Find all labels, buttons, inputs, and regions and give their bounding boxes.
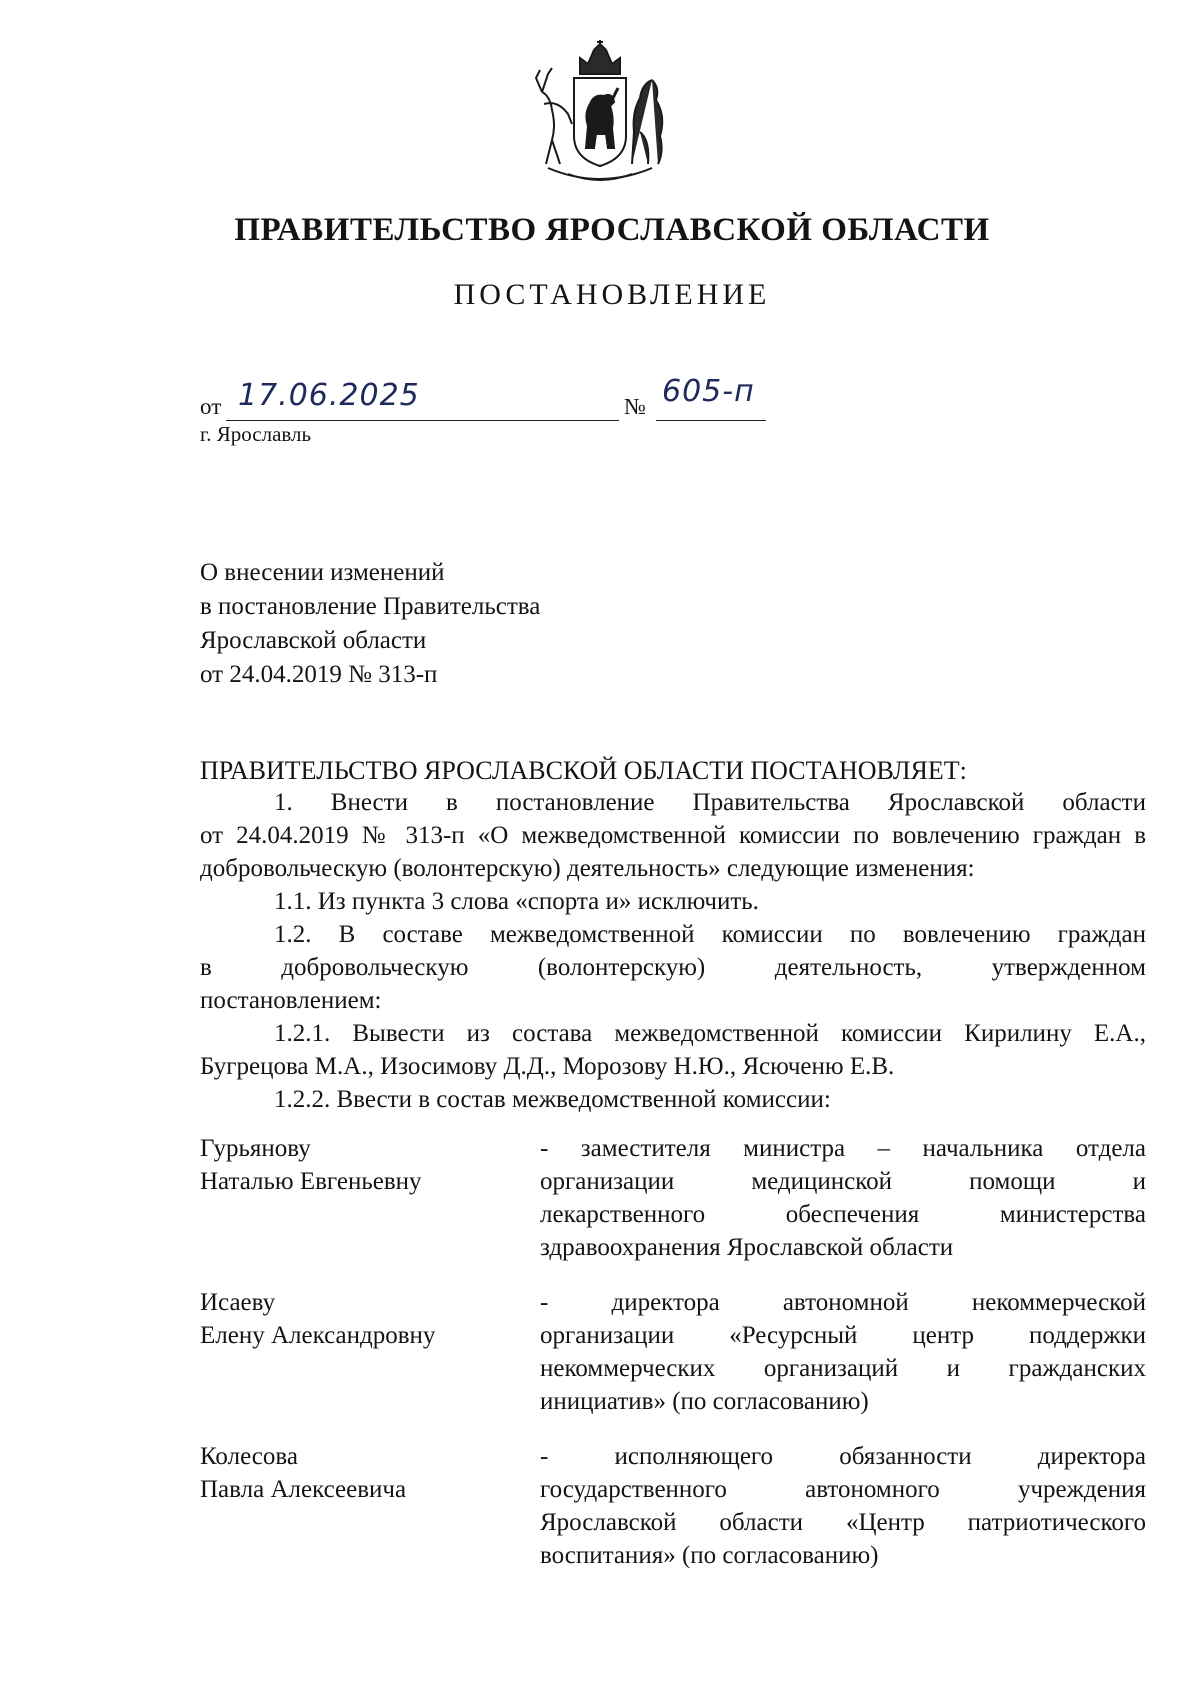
date-underline <box>226 420 619 421</box>
member-surname: Колесова <box>200 1443 298 1470</box>
member-given-names: Наталью Евгеньевну <box>200 1168 422 1195</box>
role-line: некоммерческих организаций и гражданских <box>540 1355 1146 1382</box>
member-surname: Гурьянову <box>200 1135 311 1162</box>
member-surname: Исаеву <box>200 1289 276 1316</box>
paragraph-1-rest: от 24.04.2019 № 313-п «О межведомственной комиссии по вовлечению граждан в добровольческую (волонтерскую) деятельность» следующие изменения: <box>200 822 1146 882</box>
handwritten-date: 17.06.2025 <box>238 378 420 413</box>
member-given-names: Павла Алексеевича <box>200 1476 407 1503</box>
member-role <box>540 1132 1146 1264</box>
decree-body <box>200 786 1146 1116</box>
number-sign: № <box>624 394 646 419</box>
member-entry <box>200 1286 1146 1418</box>
paragraph-1-2-line-1: 1.2. В составе межведомственной комиссии по вовлечению граждан <box>274 921 1146 948</box>
subject-block <box>200 556 540 692</box>
paragraph-1-2-2: 1.2.2. Ввести в состав межведомственной комиссии: <box>274 1086 831 1113</box>
member-name <box>200 1286 540 1418</box>
number-underline <box>656 420 766 421</box>
decree-heading: ПРАВИТЕЛЬСТВО ЯРОСЛАВСКОЙ ОБЛАСТИ ПОСТАНОВЛЯЕТ: <box>200 756 967 785</box>
handwritten-number: 605-п <box>662 374 755 409</box>
member-role <box>540 1286 1146 1418</box>
paragraph-1-1: 1.1. Из пункта 3 слова «спорта и» исключить. <box>274 888 759 915</box>
role-line: государственного автономного учреждения <box>540 1476 1146 1503</box>
date-prefix: от <box>200 394 222 419</box>
coat-of-arms-emblem <box>528 40 672 188</box>
role-line: инициатив» (по согласованию) <box>540 1388 869 1415</box>
role-line: - директора автономной некоммерческой <box>540 1289 1146 1316</box>
role-line: организации «Ресурсный центр поддержки <box>540 1322 1146 1349</box>
role-line: Ярославской области «Центр патриотического <box>540 1509 1146 1536</box>
subject-line: в постановление Правительства <box>200 593 541 620</box>
member-entry <box>200 1440 1146 1572</box>
paragraph-1-2-line-3: постановлением: <box>200 987 382 1014</box>
commission-members-list <box>200 1132 1146 1594</box>
subject-line: от 24.04.2019 № 313-п <box>200 661 438 688</box>
document-type: ПОСТАНОВЛЕНИЕ <box>453 278 771 311</box>
role-line: - исполняющего обязанности директора <box>540 1443 1146 1470</box>
role-line: воспитания» (по согласованию) <box>540 1542 879 1569</box>
paragraph-1-first-line: 1. Внести в постановление Правительства Ярославской области <box>274 789 1146 816</box>
member-entry <box>200 1132 1146 1264</box>
role-line: организации медицинской помощи и <box>540 1168 1146 1195</box>
paragraph-1-2-line-2: в добровольческую (волонтерскую) деятельность, утвержденном <box>200 954 1146 981</box>
role-line: лекарственного обеспечения министерства <box>540 1201 1146 1228</box>
city-label: г. Ярославль <box>200 422 312 446</box>
organization-title: ПРАВИТЕЛЬСТВО ЯРОСЛАВСКОЙ ОБЛАСТИ <box>234 212 990 248</box>
role-line: здравоохранения Ярославской области <box>540 1234 954 1261</box>
date-number-line <box>200 374 755 422</box>
member-name <box>200 1132 540 1264</box>
member-name <box>200 1440 540 1572</box>
subject-line: О внесении изменений <box>200 559 445 586</box>
member-role <box>540 1440 1146 1572</box>
paragraph-1-2-1: 1.2.1. Вывести из состава межведомственной комиссии Кирилину Е.А., Бугрецова М.А., Изосимову Д.Д., Морозову Н.Ю., Ясюченю Е.В. <box>200 1020 1146 1080</box>
member-given-names: Елену Александровну <box>200 1322 436 1349</box>
subject-line: Ярославской области <box>200 627 427 654</box>
role-line: - заместителя министра – начальника отдела <box>540 1135 1146 1162</box>
